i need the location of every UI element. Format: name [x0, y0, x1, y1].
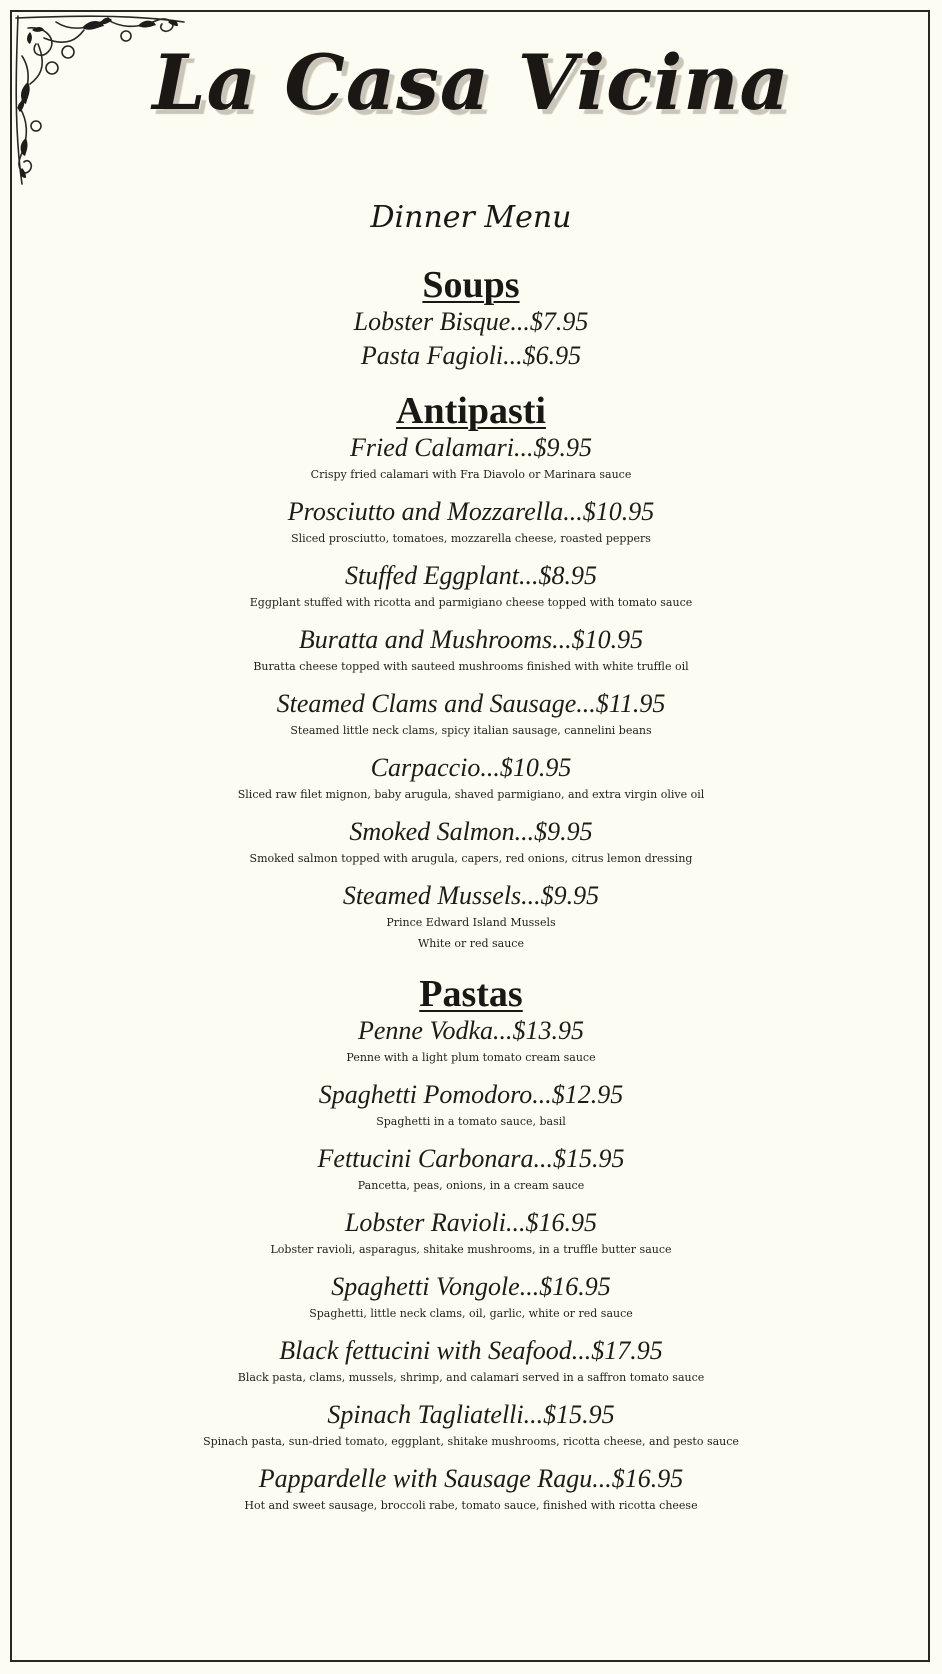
menu-item-description: Prince Edward Island Mussels — [386, 916, 556, 929]
menu-item-name: Stuffed Eggplant...$8.95 — [344, 561, 598, 590]
menu-item-name: Smoked Salmon...$9.95 — [349, 817, 593, 846]
menu-item-name: Fettucini Carbonara...$15.95 — [317, 1144, 625, 1173]
menu-item-description: Spaghetti, little neck clams, oil, garlic, white or red sauce — [309, 1307, 633, 1320]
menu-item-name: Buratta and Mushrooms...$10.95 — [298, 625, 644, 654]
menu-item-name: Steamed Mussels...$9.95 — [342, 881, 600, 910]
menu-item — [0, 880, 942, 955]
section-heading: Antipasti — [396, 390, 546, 432]
menu-item — [0, 752, 942, 806]
menu-item-name: Penne Vodka...$13.95 — [357, 1016, 584, 1045]
menu-item — [0, 816, 942, 870]
section-soups — [0, 264, 942, 372]
menu-item-name: Pasta Fagioli...$6.95 — [360, 341, 582, 370]
menu-item-name: Fried Calamari...$9.95 — [350, 433, 592, 462]
menu-item-description: Sliced raw filet mignon, baby arugula, shaved parmigiano, and extra virgin olive oil — [237, 788, 705, 801]
section-heading: Soups — [422, 264, 520, 306]
section-antipasti — [0, 390, 942, 955]
menu-item-description: Spaghetti in a tomato sauce, basil — [376, 1115, 566, 1128]
menu-item — [0, 432, 942, 486]
menu-item-description-line2: White or red sauce — [418, 937, 524, 950]
menu-body — [0, 264, 942, 1535]
menu-title: Dinner Menu — [370, 200, 572, 235]
menu-item-name: Spaghetti Pomodoro...$12.95 — [318, 1080, 624, 1109]
menu-item — [0, 1015, 942, 1069]
menu-item-description: Steamed little neck clams, spicy italian sausage, cannelini beans — [290, 724, 652, 737]
menu-item-name: Prosciutto and Mozzarella...$10.95 — [287, 497, 655, 526]
menu-item-description: Spinach pasta, sun-dried tomato, eggplant, shitake mushrooms, ricotta cheese, and pesto sauce — [203, 1435, 739, 1448]
menu-item — [0, 1463, 942, 1517]
menu-item-name: Black fettucini with Seafood...$17.95 — [279, 1336, 663, 1365]
menu-item-name: Steamed Clams and Sausage...$11.95 — [276, 689, 666, 718]
menu-item-description: Hot and sweet sausage, broccoli rabe, tomato sauce, finished with ricotta cheese — [244, 1499, 698, 1512]
menu-item-description: Crispy fried calamari with Fra Diavolo or Marinara sauce — [310, 468, 632, 481]
menu-item — [0, 496, 942, 550]
section-heading: Pastas — [419, 973, 523, 1015]
menu-item-name: Spaghetti Vongole...$16.95 — [331, 1272, 611, 1301]
menu-item — [0, 688, 942, 742]
menu-item-description: Smoked salmon topped with arugula, capers, red onions, citrus lemon dressing — [249, 852, 693, 865]
menu-item-name: Spinach Tagliatelli...$15.95 — [327, 1400, 615, 1429]
menu-item — [0, 1335, 942, 1389]
menu-item — [0, 624, 942, 678]
section-pastas — [0, 973, 942, 1517]
menu-item-description: Pancetta, peas, onions, in a cream sauce — [357, 1179, 585, 1192]
menu-item — [0, 560, 942, 614]
menu-item-name: Pappardelle with Sausage Ragu...$16.95 — [258, 1464, 684, 1493]
menu-item — [0, 1207, 942, 1261]
menu-item-description: Lobster ravioli, asparagus, shitake mushrooms, in a truffle butter sauce — [270, 1243, 672, 1256]
menu-item-description: Sliced prosciutto, tomatoes, mozzarella cheese, roasted peppers — [291, 532, 651, 545]
menu-item — [0, 1143, 942, 1197]
menu-item-name: Carpaccio...$10.95 — [370, 753, 572, 782]
menu-item-description: Buratta cheese topped with sauteed mushrooms finished with white truffle oil — [253, 660, 689, 673]
menu-item-name: Lobster Ravioli...$16.95 — [344, 1208, 598, 1237]
menu-item-description: Eggplant stuffed with ricotta and parmigiano cheese topped with tomato sauce — [249, 596, 693, 609]
menu-item — [0, 1399, 942, 1453]
menu-item-name: Lobster Bisque...$7.95 — [353, 307, 589, 336]
menu-item — [0, 1271, 942, 1325]
menu-item — [0, 1079, 942, 1133]
menu-item-description: Black pasta, clams, mussels, shrimp, and calamari served in a saffron tomato sauce — [237, 1371, 705, 1384]
menu-item-description: Penne with a light plum tomato cream sauce — [346, 1051, 596, 1064]
restaurant-name: La Casa Vicina — [152, 38, 790, 127]
